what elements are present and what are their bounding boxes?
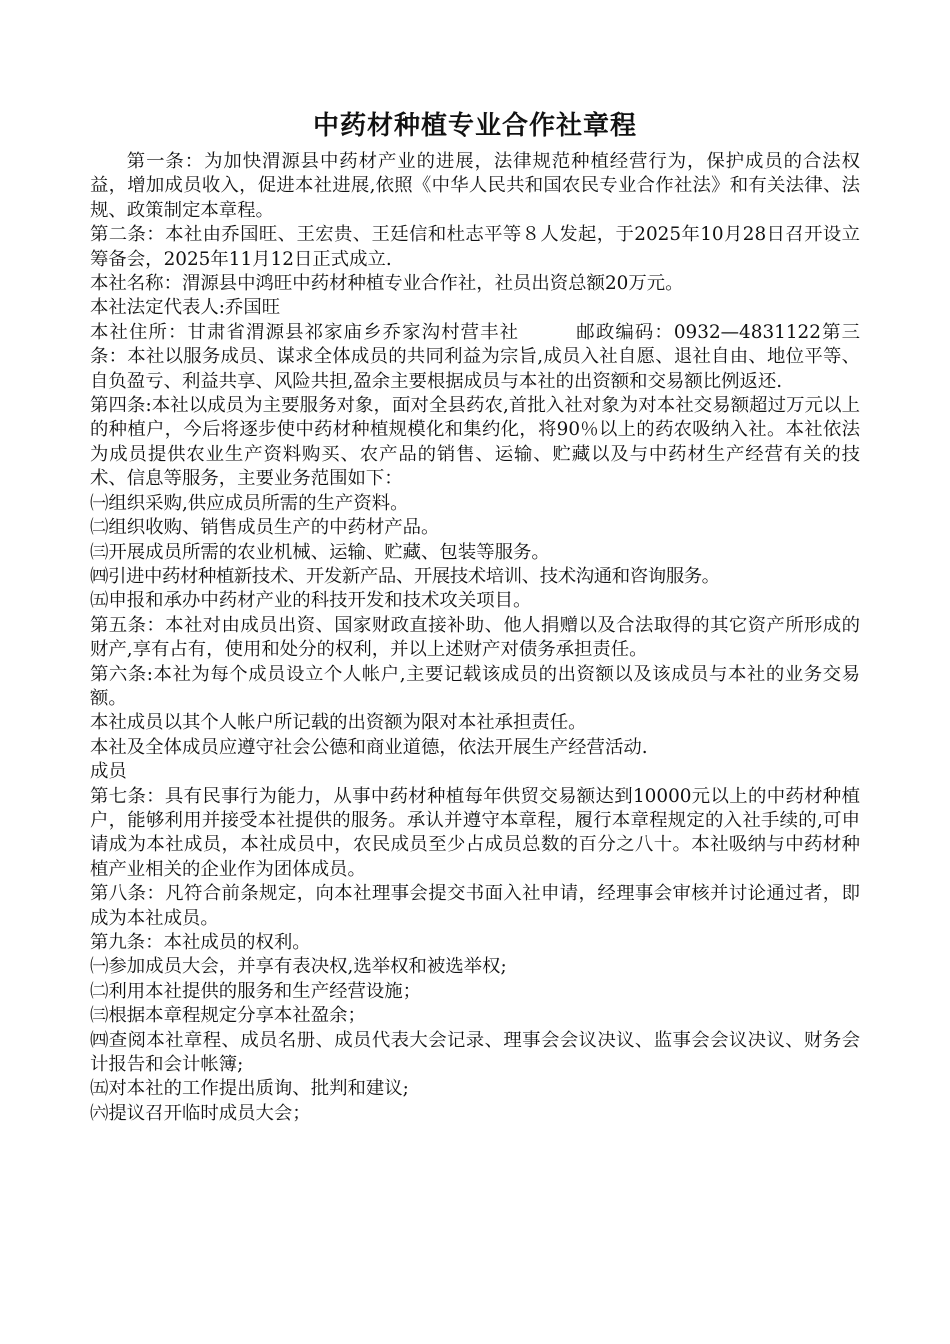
legal-representative: 本社法定代表人:乔国旺 xyxy=(90,297,281,319)
article-1: 第一条：为加快渭源县中药材产业的进展，法律规范种植经营行为，保护成员的合法权益，增加成员收入，促进本社进展,依照《中华人民共和国农民专业合作社法》和有关法律、法规、政策制定本章程。 xyxy=(90,151,860,221)
right-item: ㈤对本社的工作提出质询、批判和建议; xyxy=(90,1078,409,1100)
right-item: ㈥提议召开临时成员大会； xyxy=(90,1102,311,1124)
article-6: 第六条:本社为每个成员设立个人帐户,主要记载该成员的出资额以及该成员与本社的业务交易额。 xyxy=(90,663,860,709)
address-zip-article-3 xyxy=(90,321,860,394)
article-5: 第五条：本社对由成员出资、国家财政直接补助、他人捐赠以及合法取得的其它资产所形成的财产,享有占有，使用和处分的权利，并以上述财产对债务承担责任。 xyxy=(90,614,860,661)
right-item: ㈠参加成员大会，并享有表决权,选举权和被选举权; xyxy=(90,956,507,978)
right-item: ㈡利用本社提供的服务和生产经营设施； xyxy=(90,980,422,1002)
article-3: 第三条：本社以服务成员、谋求全体成员的共同利益为宗旨,成员入社自愿、退社自由、地位平等、自负盈亏、利益共享、风险共担,盈余主要根据成员与本社的出资额和交易额比例返还. xyxy=(90,321,860,392)
scope-item: ㈤申报和承办中药材产业的科技开发和技术攻关项目。 xyxy=(90,590,532,612)
address: 本社住所：甘肃省渭源县祁家庙乡乔家沟村营丰社 xyxy=(90,321,520,343)
article-4: 第四条:本社以成员为主要服务对象，面对全县药农,首批入社对象为对本社交易额超过万元以上的种植户，今后将逐步使中药材种植规模化和集约化，将90％以上的药农吸纳入社。本社依法为成员提供农业生产资料购买、农产品的销售、运输、贮藏以及与中药材生产经营有关的技术、信息等服务，主要业务范围如下： xyxy=(90,395,860,490)
scope-item: ㈣引进中药材种植新技术、开发新产品、开展技术培训、技术沟通和咨询服务。 xyxy=(90,565,720,587)
cooperative-name: 本社名称：渭源县中鸿旺中药材种植专业合作社，社员出资总额20万元。 xyxy=(90,273,684,295)
article-2: 第二条：本社由乔国旺、王宏贵、王廷信和杜志平等８人发起，于2025年10月28日召开设立筹备会，2025年11月12日正式成立. xyxy=(90,224,860,270)
scope-item: ㈢开展成员所需的农业机械、运输、贮藏、包装等服务。 xyxy=(90,541,550,563)
section-heading: 成员 xyxy=(90,761,127,783)
article-8: 第八条：凡符合前条规定，向本社理事会提交书面入社申请，经理事会审核并讨论通过者，即成为本社成员。 xyxy=(90,883,860,929)
ethics-clause: 本社及全体成员应遵守社会公德和商业道德，依法开展生产经营活动. xyxy=(90,736,648,758)
postal-code: 邮政编码：0932—4831122 xyxy=(575,321,821,343)
article-9: 第九条：本社成员的权利。 xyxy=(90,932,311,953)
liability-clause: 本社成员以其个人帐户所记载的出资额为限对本社承担责任。 xyxy=(90,712,587,734)
right-item: ㈣查阅本社章程、成员名册、成员代表大会记录、理事会会议决议、监事会会议决议、财务会计报告和会计帐簿; xyxy=(90,1029,860,1076)
document-page xyxy=(90,104,860,1126)
right-item: ㈢根据本章程规定分享本社盈余； xyxy=(90,1005,366,1027)
article-7: 第七条：具有民事行为能力，从事中药材种植每年供贸交易额达到10000元以上的中药材种植户，能够利用并接受本社提供的服务。承认并遵守本章程，履行本章程规定的入社手续的,可申请成为本社成员，本社成员中，农民成员至少占成员总数的百分之八十。本社吸纳与中药材种植产业相关的企业作为团体成员。 xyxy=(90,785,860,880)
scope-item: ㈡组织收购、销售成员生产的中药材产品。 xyxy=(90,517,440,539)
scope-item: ㈠组织采购,供应成员所需的生产资料。 xyxy=(90,492,409,514)
document-title: 中药材种植专业合作社章程 xyxy=(312,111,637,141)
